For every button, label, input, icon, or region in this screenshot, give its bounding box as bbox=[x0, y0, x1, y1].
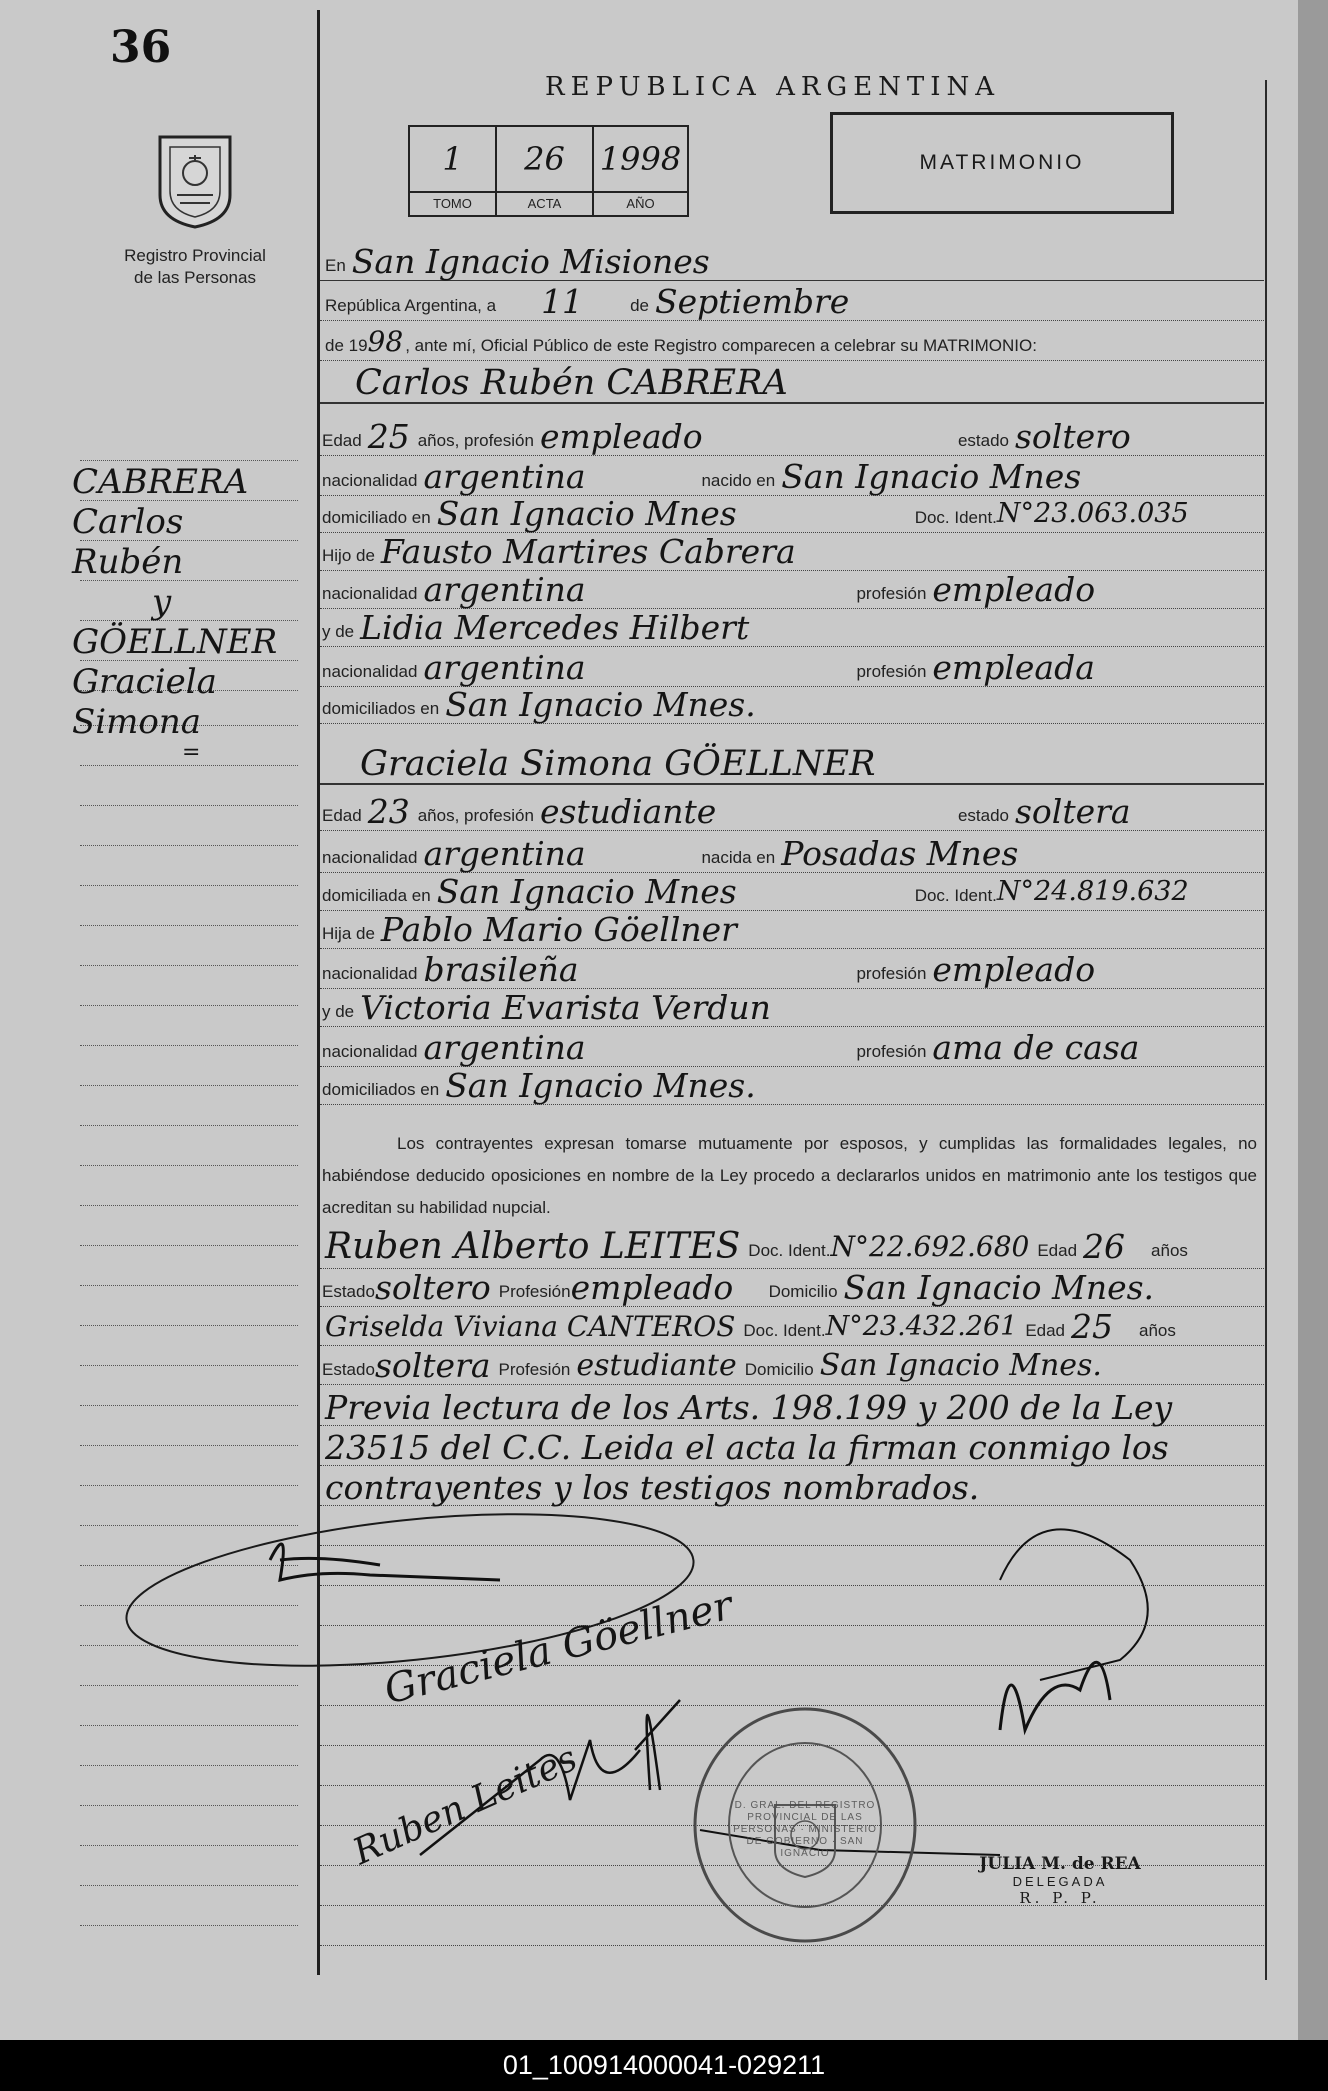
scan-id: 01_100914000041-029211 bbox=[0, 2040, 1328, 2091]
margin-line bbox=[80, 925, 298, 926]
groom-age-row: Edad 25 años, profesión empleado estado soltero bbox=[322, 417, 1131, 456]
margin-line bbox=[80, 460, 298, 461]
margin-line bbox=[80, 1085, 298, 1086]
margin-line bbox=[80, 1205, 298, 1206]
closing-text: Previa lectura de los Arts. 198.199 y 200 de la Ley 23515 del C.C. Leida el acta la firman conmigo los contrayentes y los testigos nombrados. bbox=[325, 1388, 1173, 1507]
registry-round-stamp bbox=[690, 1705, 920, 1945]
bride-father-info-row: nacionalidad brasileña profesión empleado bbox=[322, 950, 1096, 989]
margin-line bbox=[80, 1285, 298, 1286]
tomo-value: 1 bbox=[410, 127, 497, 191]
page-number: 36 bbox=[110, 22, 172, 73]
margin-line bbox=[80, 1405, 298, 1406]
ano-label: AÑO bbox=[626, 196, 655, 211]
province-seal-icon bbox=[150, 125, 240, 230]
groom-father-row: Hijo de Fausto Martires Cabrera bbox=[322, 532, 796, 571]
date-field: República Argentina, a 11 de Septiembre bbox=[325, 282, 850, 321]
witness1-details-row: Estado soltero Profesión empleado Domicilio San Ignacio Mnes. bbox=[322, 1268, 1155, 1307]
year-field: de 19 98 , ante mí, Oficial Público de este Registro comparecen a celebrar su MATRIMONIO: bbox=[325, 325, 1037, 358]
margin-line bbox=[80, 1445, 298, 1446]
acta-value: 26 bbox=[497, 127, 594, 191]
registry-name: Registro Provincial de las Personas bbox=[124, 246, 266, 287]
margin-line bbox=[80, 1045, 298, 1046]
bride-mother-row: y de Victoria Evarista Verdun bbox=[322, 988, 771, 1027]
ano-value: 1998 bbox=[599, 140, 682, 178]
statement-text: Los contrayentes expresan tomarse mutuamente por esposos, y cumplidas las formalidades legales, no habiéndose deducido oposiciones en nombre de la Ley procedo a declararlos unidos en matrimonio ante los testigos que acreditan su habilidad nupcial. bbox=[322, 1134, 1257, 1217]
bride-signature: Graciela Göellner bbox=[379, 1582, 738, 1714]
margin-line bbox=[80, 1165, 298, 1166]
country-title: REPUBLICA ARGENTINA bbox=[545, 72, 1001, 102]
bride-mother-info-row: nacionalidad argentina profesión ama de casa bbox=[322, 1028, 1140, 1067]
record-type: MATRIMONIO bbox=[919, 151, 1085, 174]
margin-note: CABRERA Carlos Rubén y GÖELLNER Graciela Simona = bbox=[72, 462, 278, 765]
margin-line bbox=[80, 885, 298, 886]
margin-line bbox=[80, 845, 298, 846]
groom-father-info-row: nacionalidad argentina profesión empleado bbox=[322, 570, 1096, 609]
margin-line bbox=[80, 1325, 298, 1326]
bride-name: Graciela Simona GÖELLNER bbox=[360, 744, 876, 784]
right-rule bbox=[1265, 80, 1267, 1980]
witness2-row: Griselda Viviana CANTEROS Doc. Ident. N°23.432.261 Edad 25 años bbox=[325, 1307, 1176, 1346]
reference-box bbox=[408, 125, 689, 217]
margin-line bbox=[80, 1245, 298, 1246]
bride-parents-domicile-row: domiciliados en San Ignacio Mnes. bbox=[322, 1066, 756, 1105]
acta-label: ACTA bbox=[497, 193, 594, 217]
margin-line bbox=[80, 1125, 298, 1126]
place-field: En San Ignacio Misiones bbox=[325, 242, 710, 281]
page-edge bbox=[1298, 0, 1328, 2040]
margin-line bbox=[80, 1005, 298, 1006]
record-type-box bbox=[830, 112, 1174, 214]
groom-nationality-row: nacionalidad argentina nacido en San Ignacio Mnes bbox=[322, 457, 1082, 496]
margin-line bbox=[80, 965, 298, 966]
groom-parents-domicile-row: domiciliados en San Ignacio Mnes. bbox=[322, 685, 756, 724]
round-stamp-text: D. GRAL. DEL REGISTRO PROVINCIAL DE LAS PERSONAS · MINISTERIO DE GOBIERNO · SAN IGNACIO bbox=[733, 1800, 877, 1859]
groom-mother-row: y de Lidia Mercedes Hilbert bbox=[322, 608, 750, 647]
bride-domicile-row: domiciliada en San Ignacio Mnes Doc. Ident. N°24.819.632 bbox=[322, 872, 1189, 911]
groom-mother-info-row: nacionalidad argentina profesión empleada bbox=[322, 648, 1095, 687]
witness2-details-row: Estado soltera Profesión estudiante Domicilio San Ignacio Mnes. bbox=[322, 1346, 1102, 1385]
bride-age-row: Edad 23 años, profesión estudiante estado soltera bbox=[322, 792, 1131, 831]
bride-nationality-row: nacionalidad argentina nacida en Posadas Mnes bbox=[322, 834, 1019, 873]
margin-line bbox=[80, 1485, 298, 1486]
groom-name: Carlos Rubén CABRERA bbox=[355, 363, 788, 403]
margin-line bbox=[80, 805, 298, 806]
official-stamp: JULIA M. de REA DELEGADA R. P. P. bbox=[979, 1854, 1141, 1907]
margin-line bbox=[80, 1365, 298, 1366]
groom-domicile-row: domiciliado en San Ignacio Mnes Doc. Ident. N°23.063.035 bbox=[322, 494, 1189, 533]
bride-father-row: Hija de Pablo Mario Göellner bbox=[322, 910, 737, 949]
witness1-row: Ruben Alberto LEITES Doc. Ident. N°22.692.680 Edad 26 años bbox=[325, 1226, 1188, 1267]
witness-signature: Ruben Leites bbox=[347, 1737, 584, 1874]
tomo-label: TOMO bbox=[410, 193, 497, 217]
margin-line bbox=[80, 765, 298, 766]
